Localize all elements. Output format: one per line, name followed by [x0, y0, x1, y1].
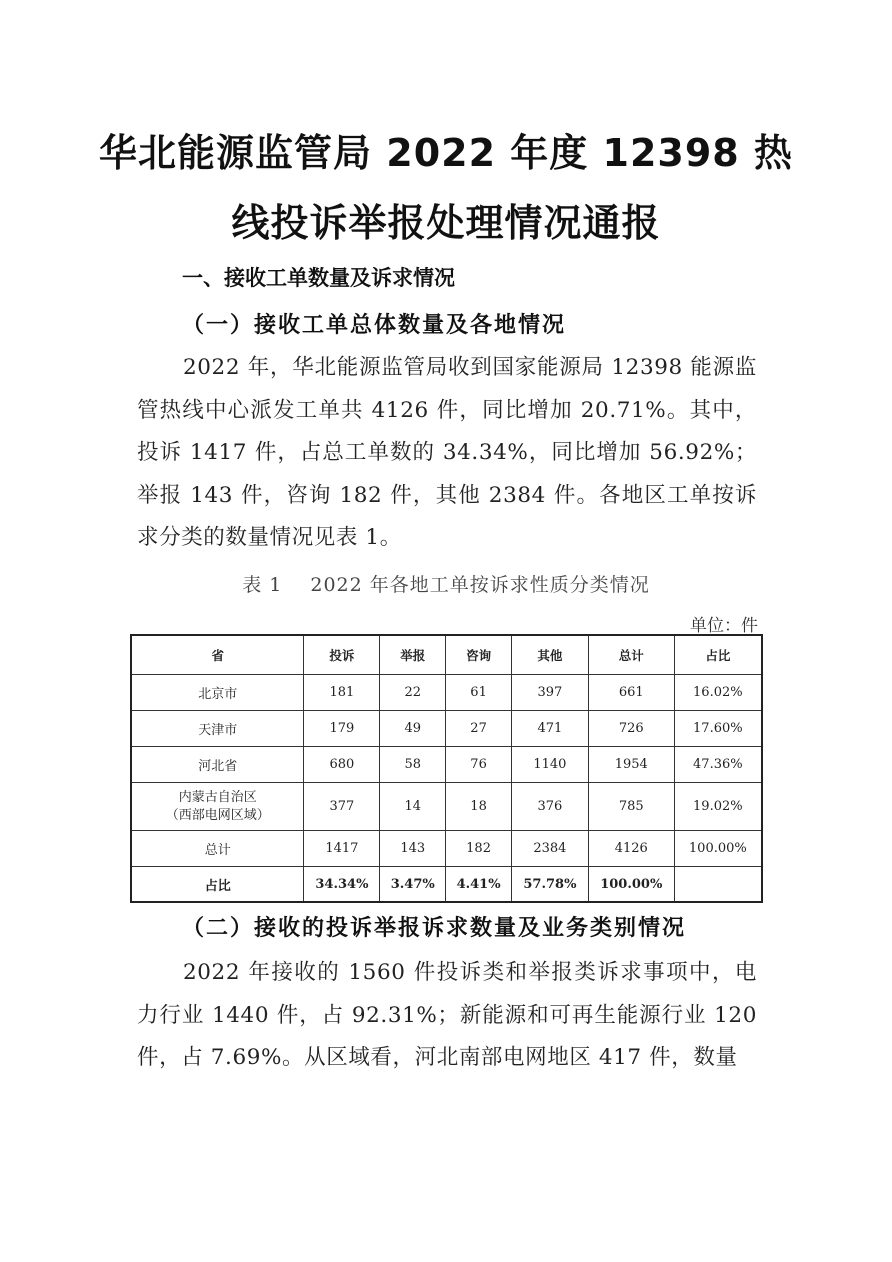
table-cell: 100.00% [588, 867, 674, 903]
table-cell: 471 [512, 711, 589, 747]
table-cell: 100.00% [674, 831, 762, 867]
table-cell: 58 [380, 747, 446, 783]
complaints-table [130, 634, 763, 903]
table-caption-label: 表 1 [242, 574, 283, 596]
table-cell: 47.36% [674, 747, 762, 783]
table-cell: 661 [588, 675, 674, 711]
table-cell: 18 [446, 783, 512, 831]
table-cell: 179 [304, 711, 380, 747]
row-label: 天津市 [131, 711, 304, 747]
row-label: 北京市 [131, 675, 304, 711]
subsection-heading-1: （一）接收工单总体数量及各地情况 [182, 312, 567, 338]
table-cell: 726 [588, 711, 674, 747]
table-cell: 61 [446, 675, 512, 711]
table-header-cell: 咨询 [446, 635, 512, 675]
table-cell: 377 [304, 783, 380, 831]
row-label: 河北省 [131, 747, 304, 783]
table-cell: 14 [380, 783, 446, 831]
table-caption-text: 2022 年各地工单按诉求性质分类情况 [310, 574, 650, 596]
table-row [131, 675, 762, 711]
paragraph-2: 2022 年接收的 1560 件投诉类和举报类诉求事项中，电力行业 1440 件，占 92.31%；新能源和可再生能源行业 120 件，占 7.69%。从区域看，河北南部电网地区 417 件，数量 [137, 960, 757, 1070]
table-header-cell: 投诉 [304, 635, 380, 675]
row-label-line-2: （西部电网区域） [165, 807, 270, 823]
table-cell: 143 [380, 831, 446, 867]
table-cell: 34.34% [304, 867, 380, 903]
table-cell: 680 [304, 747, 380, 783]
table-cell: 4126 [588, 831, 674, 867]
table-cell: 4.41% [446, 867, 512, 903]
table-cell: 1140 [512, 747, 589, 783]
subsection-heading-2: （二）接收的投诉举报诉求数量及业务类别情况 [182, 915, 687, 941]
section-heading-1: 一、接收工单数量及诉求情况 [182, 266, 455, 290]
document-title-line-2: 线投诉举报处理情况通报 [231, 201, 661, 245]
table-cell: 181 [304, 675, 380, 711]
table-header-cell: 省 [131, 635, 304, 675]
table-cell: 76 [446, 747, 512, 783]
table-header-cell: 举报 [380, 635, 446, 675]
table-header-cell: 其他 [512, 635, 589, 675]
table-header-row [131, 635, 762, 675]
table-cell: 16.02% [674, 675, 762, 711]
table-cell: 57.78% [512, 867, 589, 903]
table-cell: 785 [588, 783, 674, 831]
table-share-row [131, 867, 762, 903]
row-label [131, 783, 304, 831]
table-cell: 1417 [304, 831, 380, 867]
table-cell: 1954 [588, 747, 674, 783]
table-cell: 17.60% [674, 711, 762, 747]
table-row [131, 783, 762, 831]
document-title-line-1: 华北能源监管局 2022 年度 12398 热 [99, 131, 793, 175]
table-cell: 27 [446, 711, 512, 747]
row-label: 总计 [131, 831, 304, 867]
table-cell: 182 [446, 831, 512, 867]
table-cell: 2384 [512, 831, 589, 867]
paragraph-1: 2022 年，华北能源监管局收到国家能源局 12398 能源监管热线中心派发工单共 4126 件，同比增加 20.71%。其中，投诉 1417 件，占总工单数的 34.34%，同比增加 56.92%；举报 143 件，咨询 182 件，其他 2384 件。各地区工单按诉求分类的数量情况见表 1。 [137, 355, 757, 550]
row-label: 占比 [131, 867, 304, 903]
table-cell: 3.47% [380, 867, 446, 903]
table-header-cell: 总计 [588, 635, 674, 675]
table-row [131, 747, 762, 783]
table-row [131, 711, 762, 747]
table-cell: 19.02% [674, 783, 762, 831]
table-caption [0, 570, 892, 597]
table-cell: 49 [380, 711, 446, 747]
table-cell: 397 [512, 675, 589, 711]
table-cell: 376 [512, 783, 589, 831]
table-cell [674, 867, 762, 903]
table-total-row [131, 831, 762, 867]
row-label-line-1: 内蒙古自治区 [178, 789, 257, 805]
table-header-cell: 占比 [674, 635, 762, 675]
table-cell: 22 [380, 675, 446, 711]
table-unit-note: 单位：件 [690, 616, 758, 636]
